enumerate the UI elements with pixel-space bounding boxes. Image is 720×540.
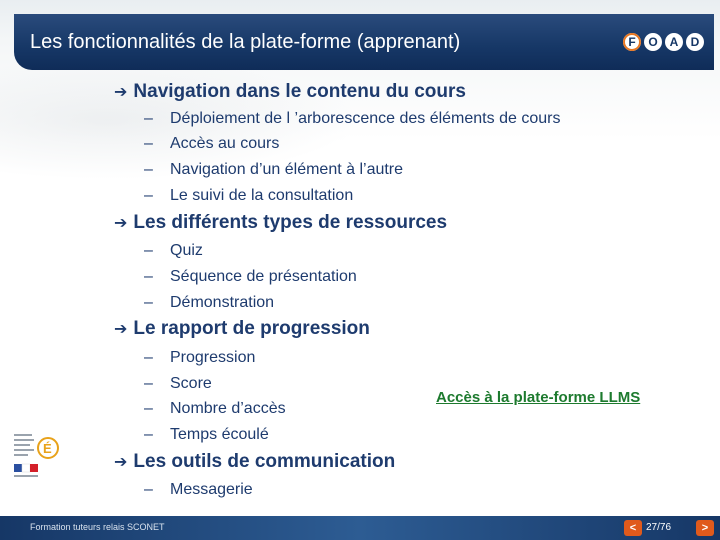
- foad-logo: [623, 33, 704, 51]
- foad-letter: F: [623, 33, 641, 51]
- section-ressources: [114, 212, 447, 234]
- arrow-icon: ➔: [114, 215, 128, 232]
- list-item: – Démonstration: [144, 294, 275, 311]
- arrow-icon: ➔: [114, 321, 128, 338]
- arrow-icon: ➔: [114, 454, 128, 471]
- list-item: – Déploiement de l ’arborescence des éléments de cours: [144, 110, 561, 127]
- list-item: – Temps écoulé: [144, 426, 269, 443]
- previous-slide-button[interactable]: <: [624, 520, 642, 536]
- list-item: – Messagerie: [144, 481, 253, 498]
- section-navigation: [114, 81, 466, 103]
- list-item: – Score: [144, 375, 212, 392]
- list-item: – Le suivi de la consultation: [144, 187, 354, 204]
- section-title: Navigation dans le contenu du cours: [133, 81, 466, 102]
- section-title: Les différents types de ressources: [133, 212, 448, 233]
- svg-text:É: É: [43, 441, 52, 456]
- list-item: – Séquence de présentation: [144, 268, 357, 285]
- list-item: – Progression: [144, 349, 256, 366]
- foad-letter: O: [644, 33, 662, 51]
- section-title: Le rapport de progression: [133, 318, 370, 339]
- section-rapport: [114, 318, 370, 340]
- footer-text: Formation tuteurs relais SCONET: [30, 522, 165, 532]
- arrow-icon: ➔: [114, 84, 128, 101]
- list-item: – Quiz: [144, 242, 203, 259]
- list-item: – Accès au cours: [144, 135, 280, 152]
- slide-title: Les fonctionnalités de la plate-forme (apprenant): [30, 31, 461, 53]
- next-slide-button[interactable]: >: [696, 520, 714, 536]
- foad-letter: A: [665, 33, 683, 51]
- page-number: 27/76: [646, 522, 672, 533]
- list-item: – Nombre d’accès: [144, 400, 286, 417]
- footer-bar: [0, 516, 720, 540]
- list-item: – Navigation d’un élément à l’autre: [144, 161, 404, 178]
- section-communication: [114, 451, 395, 473]
- section-title: Les outils de communication: [133, 451, 396, 472]
- llms-platform-link[interactable]: Accès à la plate-forme LLMS: [436, 389, 641, 406]
- foad-letter: D: [686, 33, 704, 51]
- ministry-logo: [12, 430, 60, 482]
